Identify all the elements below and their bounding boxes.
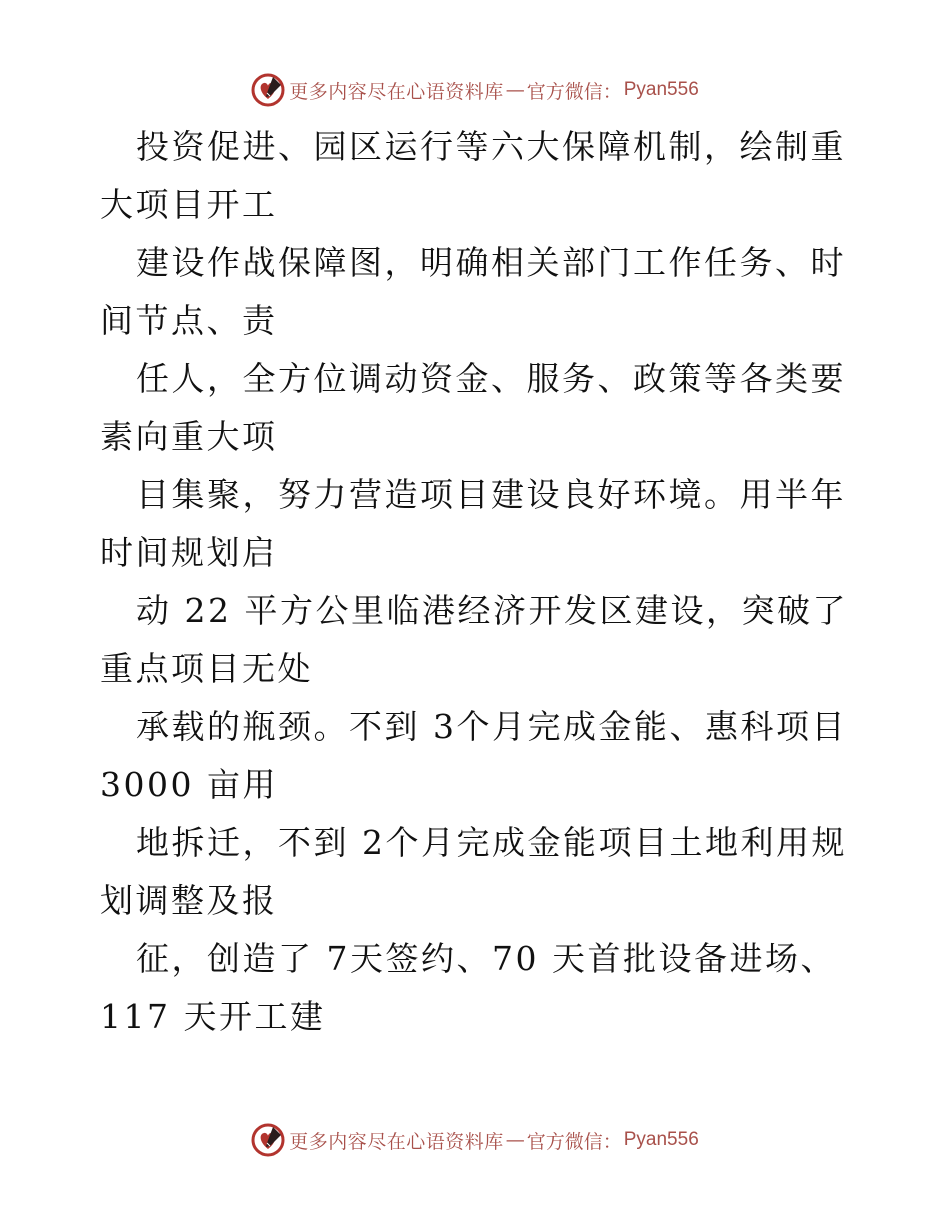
heart-pen-logo-icon [251,73,285,107]
heart-pen-logo-icon [251,1123,285,1157]
footer-banner [0,1122,950,1158]
banner-wechat-id: Pyan556 [623,1129,699,1150]
header-banner-inner [251,73,699,107]
body-paragraph: 目集聚，努力营造项目建设良好环境。用半年时间规划启 [100,475,846,572]
document-body [100,118,860,1046]
body-paragraph: 建设作战保障图，明确相关部门工作任务、时间节点、责 [100,243,846,340]
footer-banner-inner [251,1123,699,1157]
body-paragraph: 地拆迁，不到 2个月完成金能项目土地利用规划调整及报 [100,823,847,920]
banner-wechat-label: 官方微信： [526,1130,622,1153]
body-paragraph: 承载的瓶颈。不到 3个月完成金能、惠科项目 3000 亩用 [100,707,860,804]
header-banner [0,72,950,108]
banner-wechat-label: 官方微信： [526,80,622,103]
banner-separator: — [505,1129,525,1151]
banner-brand-text: 更多内容尽在心语资料库 [289,1130,504,1153]
body-paragraph: 征，创造了 7天签约、70 天首批设备进场、117 天开工建 [100,939,836,1036]
body-paragraph: 动 22 平方公里临港经济开发区建设，突破了重点项目无处 [100,591,848,688]
banner-brand-text: 更多内容尽在心语资料库 [289,80,504,103]
body-paragraph: 投资促进、园区运行等六大保障机制，绘制重大项目开工 [100,127,846,224]
banner-wechat-id: Pyan556 [623,79,699,100]
body-paragraph: 任人，全方位调动资金、服务、政策等各类要素向重大项 [100,359,846,456]
banner-separator: — [505,79,525,101]
